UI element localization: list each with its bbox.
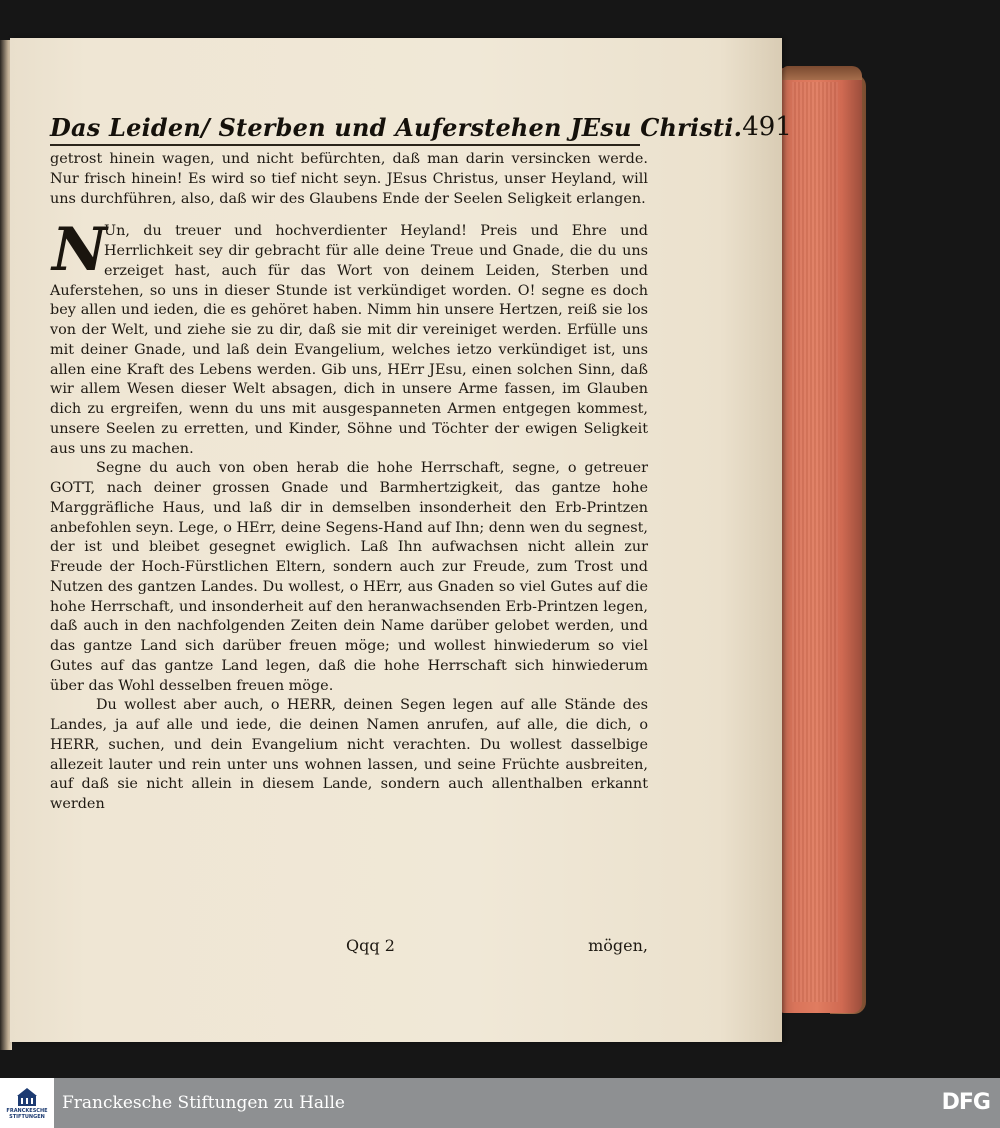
body-text bbox=[50, 150, 648, 815]
book-cover-top bbox=[782, 66, 862, 80]
page-edges bbox=[792, 82, 838, 1002]
building-icon bbox=[16, 1086, 38, 1108]
paragraph-2 bbox=[50, 215, 648, 459]
dfg-logo[interactable]: DFG bbox=[941, 1090, 990, 1115]
paragraph-3: Segne du auch von oben herab die hohe Herrschaft, segne, o getreuer GOTT, nach deiner grossen Gnade und Barmhertzigkeit, das gantze hohe Marggräfliche Haus, und laß dir in demselben insonderheit den Erb-Printzen anbefohlen seyn. Lege, o HErr, deine Segens-Hand auf Ihn; denn wen du segnest, der ist und bleibet gesegnet ewiglich. Laß Ihn aufwachsen nicht allein zur Freude der Hoch-Fürstlichen Eltern, sondern auch zur Freude, zum Trost und Nutzen des gantzen Landes. Du wollest, o HErr, aus Gnaden so viel Gutes auf die hohe Herrschaft, und insonderheit auf den heranwachsenden Erb-Printzen legen, daß auch in den nachfolgenden Zeiten dein Name darüber gelobet werden, und das gantze Land sich darüber freuen möge; und wollest hinwiederum so viel Gutes auf das gantze Land legen, daß die hohe Herrschaft sich hinwiederum über das Wohl desselben freuen möge. bbox=[50, 460, 648, 694]
institution-name[interactable]: Franckesche Stiftungen zu Halle bbox=[62, 1093, 345, 1113]
catchword: mögen, bbox=[588, 936, 648, 955]
logo-text: FRANCKESCHE STIFTUNGEN bbox=[6, 1108, 48, 1120]
running-header bbox=[50, 98, 792, 142]
running-title: Das Leiden/ Sterben und Auferstehen JEsu Christi. bbox=[50, 113, 743, 142]
page-footer bbox=[50, 936, 648, 964]
header-rule bbox=[50, 144, 640, 146]
bottom-bar bbox=[0, 1078, 1000, 1128]
institution-logo[interactable] bbox=[0, 1078, 54, 1128]
paragraph-4: Du wollest aber auch, o HERR, deinen Segen legen auf alle Stände des Landes, ja auf alle und iede, die deinen Namen anrufen, auf alle, die dich, o HERR, suchen, und dein Evangelium nicht verachten. Du wollest dasselbige allezeit lauter und rein unter uns wohnen lassen, und seine Früchte ausbreiten, auf daß sie nicht allein in diesem Lande, sondern auch allenthalben erkannt werden bbox=[50, 697, 648, 812]
drop-cap: N bbox=[52, 215, 107, 286]
paragraph-1: getrost hinein wagen, und nicht befürchten, daß man darin versincken werde. Nur frisch hinein! Es wird so tief nicht seyn. JEsus Christus, unser Heyland, will uns durchführen, also, daß wir des Glaubens Ende der Seelen Seligkeit erlangen. bbox=[50, 151, 648, 207]
book-page bbox=[10, 38, 792, 1042]
paragraph-2-text: Un, du treuer und hochverdienter Heyland! Preis und Ehre und Herrlichkeit sey dir gebracht für alle deine Treue und Gnade, die du uns erzeiget hast, auch für das Wort von deinem Leiden, Sterben und Auferstehen, so uns in dieser Stunde ist verkündiget worden. O! segne es doch bey allen und ieden, die es gehöret haben. Nimm hin unsere Hertzen, reiß sie los von der Welt, und ziehe sie zu dir, daß sie mit dir vereiniget werden. Erfülle uns mit deiner Gnade, und laß dein Evangelium, welches ietzo verkündiget ist, uns allen eine Kraft des Lebens werden. Gib uns, HErr JEsu, einen solchen Sinn, daß wir allem Wesen dieser Welt absagen, dich in unsere Arme fassen, im Glauben dich zu ergreifen, wenn du uns mit ausgespanneten Armen entgegen kommest, unsere Seelen zu erretten, und Kinder, Söhne und Töchter der ewigen Seligkeit aus uns zu machen. bbox=[50, 223, 648, 457]
page-number: 491 bbox=[742, 112, 792, 142]
signature-mark: Qqq 2 bbox=[346, 936, 395, 955]
